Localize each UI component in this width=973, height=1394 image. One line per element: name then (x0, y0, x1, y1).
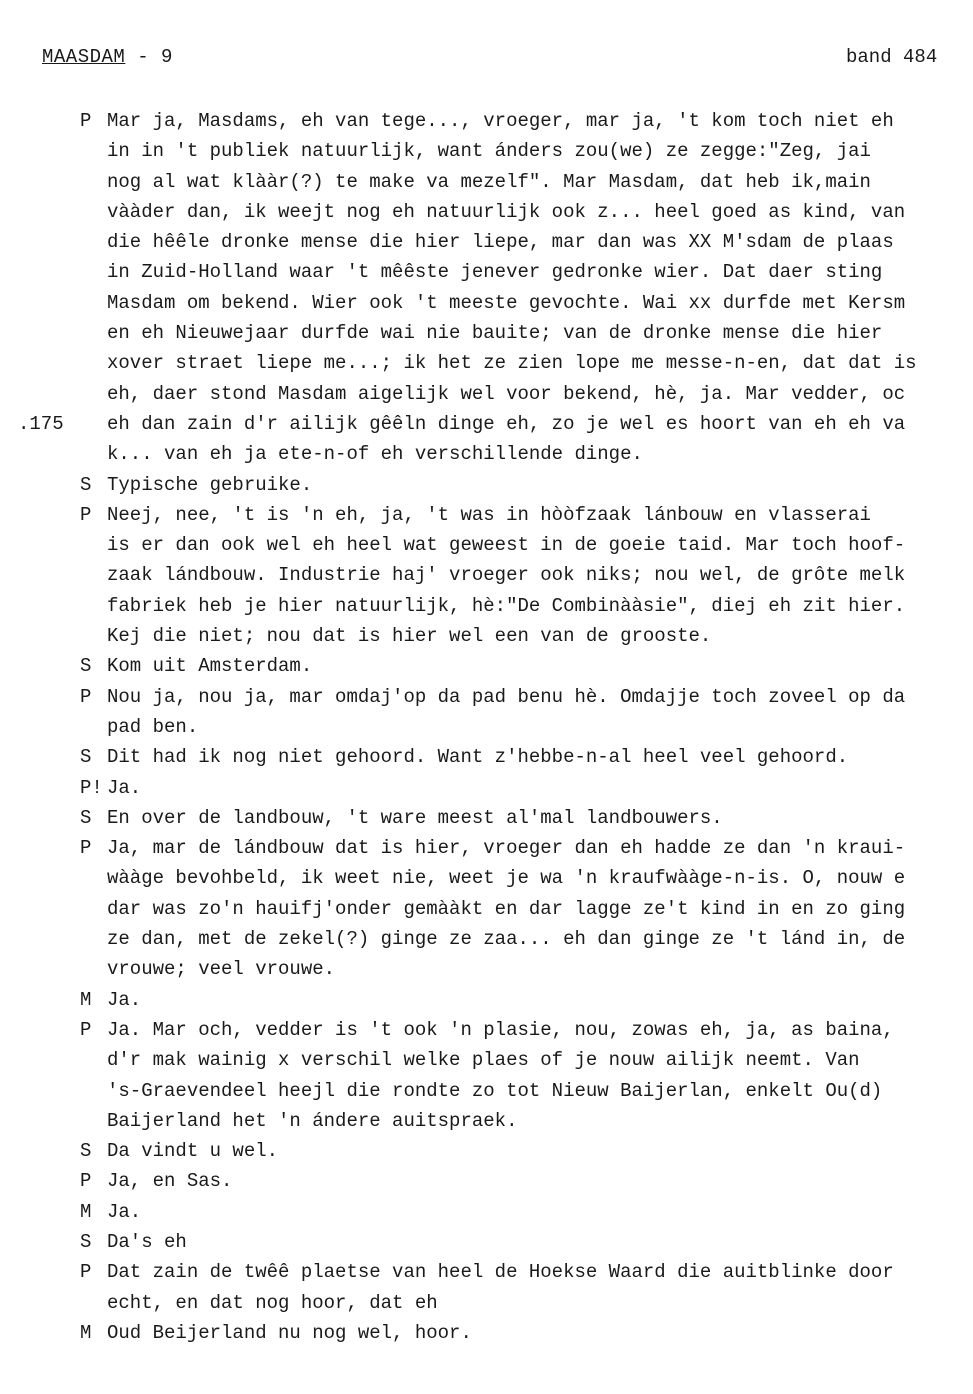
transcript-line: en eh Nieuwejaar durfde wai nie bauite; van de dronke mense die hier (107, 322, 883, 345)
speaker-label: P (80, 503, 92, 526)
transcript-line: Ja. (107, 776, 142, 799)
speaker-label: S (80, 473, 92, 496)
transcript-line: zaak lándbouw. Industrie haj' vroeger ook niks; nou wel, de grôte melk (107, 564, 906, 587)
transcript-turn (0, 833, 973, 984)
transcript-line: Kej die niet; nou dat is hier wel een van de grooste. (107, 625, 712, 648)
speaker-label: P (80, 685, 92, 708)
speaker-label: P! (80, 776, 103, 799)
transcript-line: Baijerland het 'n ándere auitspraek. (107, 1109, 518, 1132)
transcript-line: Ja. (107, 988, 142, 1011)
transcript-turn (0, 1197, 973, 1227)
transcript-line: Da's eh (107, 1230, 187, 1253)
transcript-line: wààge bevohbeld, ik weet nie, weet je wa 'n kraufwààge-n-is. O, nouw e (107, 867, 906, 890)
transcript-line: in Zuid-Holland waar 't mêêste jenever gedronke wier. Dat daer sting (107, 261, 883, 284)
transcript-line: Oud Beijerland nu nog wel, hoor. (107, 1321, 472, 1344)
transcript-line: in in 't publiek natuurlijk, want ánders zou(we) ze zegge:"Zeg, jai (107, 140, 871, 163)
transcript-line: pad ben. (107, 715, 199, 738)
transcript-line: Ja. Mar och, vedder is 't ook 'n plasie, nou, zowas eh, ja, as baina, (107, 1018, 894, 1041)
transcript (0, 106, 973, 1348)
transcript-line: ze dan, met de zekel(?) ginge ze zaa... eh dan ginge ze 't lánd in, de (107, 928, 906, 951)
transcript-line: dar was zo'n hauifj'onder gemààkt en dar lagge ze't kind in en zo ging (107, 897, 906, 920)
transcript-line: vrouwe; veel vrouwe. (107, 958, 336, 981)
transcript-turn (0, 651, 973, 681)
speaker-label: S (80, 746, 92, 769)
transcript-line: Neej, nee, 't is 'n eh, ja, 't was in hòòfzaak lánbouw en vlasserai (107, 503, 871, 526)
transcript-line: xover straet liepe me...; ik het ze zien lope me messe-n-en, dat dat is (107, 352, 917, 375)
transcript-turn (0, 500, 973, 651)
speaker-label: S (80, 1230, 92, 1253)
speaker-label: M (80, 1200, 92, 1223)
speaker-label: P (80, 110, 92, 132)
transcript-line: Nou ja, nou ja, mar omdaj'op da pad benu hè. Omdajje toch zoveel op da (107, 685, 906, 708)
transcript-line: echt, en dat nog hoor, dat eh (107, 1291, 438, 1314)
transcript-line: eh, daer stond Masdam aigelijk wel voor bekend, hè, ja. Mar vedder, oc (107, 382, 906, 405)
speaker-label: M (80, 1321, 92, 1344)
tape-label: band 484 (846, 46, 938, 68)
speaker-label: P (80, 837, 92, 860)
speaker-label: P (80, 1018, 92, 1041)
speaker-label: P (80, 1261, 92, 1284)
transcript-line: eh dan zain d'r ailijk gêêln dinge eh, zo je wel es hoort van eh eh va (107, 412, 906, 435)
transcript-turn (0, 1318, 973, 1348)
transcript-line: Masdam om bekend. Wier ook 't meeste gevochte. Wai xx durfde met Kersm (107, 291, 906, 314)
transcript-line: k... van eh ja ete-n-of eh verschillende dinge. (107, 443, 643, 466)
speaker-label: S (80, 806, 92, 829)
transcript-line: Ja. (107, 1200, 142, 1223)
transcript-turn (0, 1136, 973, 1166)
transcript-line: Da vindt u wel. (107, 1140, 279, 1163)
transcript-line: Kom uit Amsterdam. (107, 655, 313, 678)
speaker-label: S (80, 655, 92, 678)
transcript-turn (0, 742, 973, 772)
speaker-label: S (80, 1140, 92, 1163)
transcript-turn (0, 803, 973, 833)
transcript-turn (0, 1257, 973, 1318)
transcript-line: nog al wat klààr(?) te make va mezelf". Mar Masdam, dat heb ik,main (107, 170, 871, 193)
place-name: MAASDAM (42, 46, 126, 68)
transcript-turn (0, 1015, 973, 1136)
line-number-marker: .175 (18, 413, 64, 435)
transcript-line: vààder dan, ik weejt nog eh natuurlijk ook z... heel goed as kind, van (107, 200, 906, 223)
transcript-turn (0, 1227, 973, 1257)
transcript-line: d'r mak wainig x verschil welke plaes of je nouw ailijk neemt. Van (107, 1049, 860, 1072)
transcript-line: is er dan ook wel eh heel wat geweest in de goeie taid. Mar toch hoof- (107, 534, 906, 557)
transcript-turn (0, 682, 973, 743)
transcript-line: Mar ja, Masdams, eh van tege..., vroeger, mar ja, 't kom toch niet eh (107, 110, 894, 132)
transcript-line: fabriek heb je hier natuurlijk, hè:"De Combinààsie", diej eh zit hier. (107, 594, 906, 617)
transcript-line: En over de landbouw, 't ware meest al'mal landbouwers. (107, 806, 723, 829)
transcript-line: Typische gebruike. (107, 473, 313, 496)
transcript-line: Ja, mar de lándbouw dat is hier, vroeger dan eh hadde ze dan 'n kraui- (107, 837, 906, 860)
page-number: - 9 (125, 46, 173, 68)
transcript-line: Dit had ik nog niet gehoord. Want z'hebbe-n-al heel veel gehoord. (107, 746, 849, 769)
transcript-line: 's-Graevendeel heejl die rondte zo tot Nieuw Baijerlan, enkelt Ou(d) (107, 1079, 883, 1102)
transcript-turn (0, 106, 973, 470)
transcript-turn (0, 470, 973, 500)
page-header-left (42, 46, 173, 68)
transcript-turn (0, 1166, 973, 1196)
transcript-line: Dat zain de twêê plaetse van heel de Hoekse Waard die auitblinke door (107, 1261, 894, 1284)
speaker-label: M (80, 988, 92, 1011)
speaker-label: P (80, 1170, 92, 1193)
transcript-line: die hêêle dronke mense die hier liepe, mar dan was XX M'sdam de plaas (107, 231, 894, 254)
transcript-turn (0, 985, 973, 1015)
transcript-line: Ja, en Sas. (107, 1170, 233, 1193)
transcript-turn (0, 773, 973, 803)
